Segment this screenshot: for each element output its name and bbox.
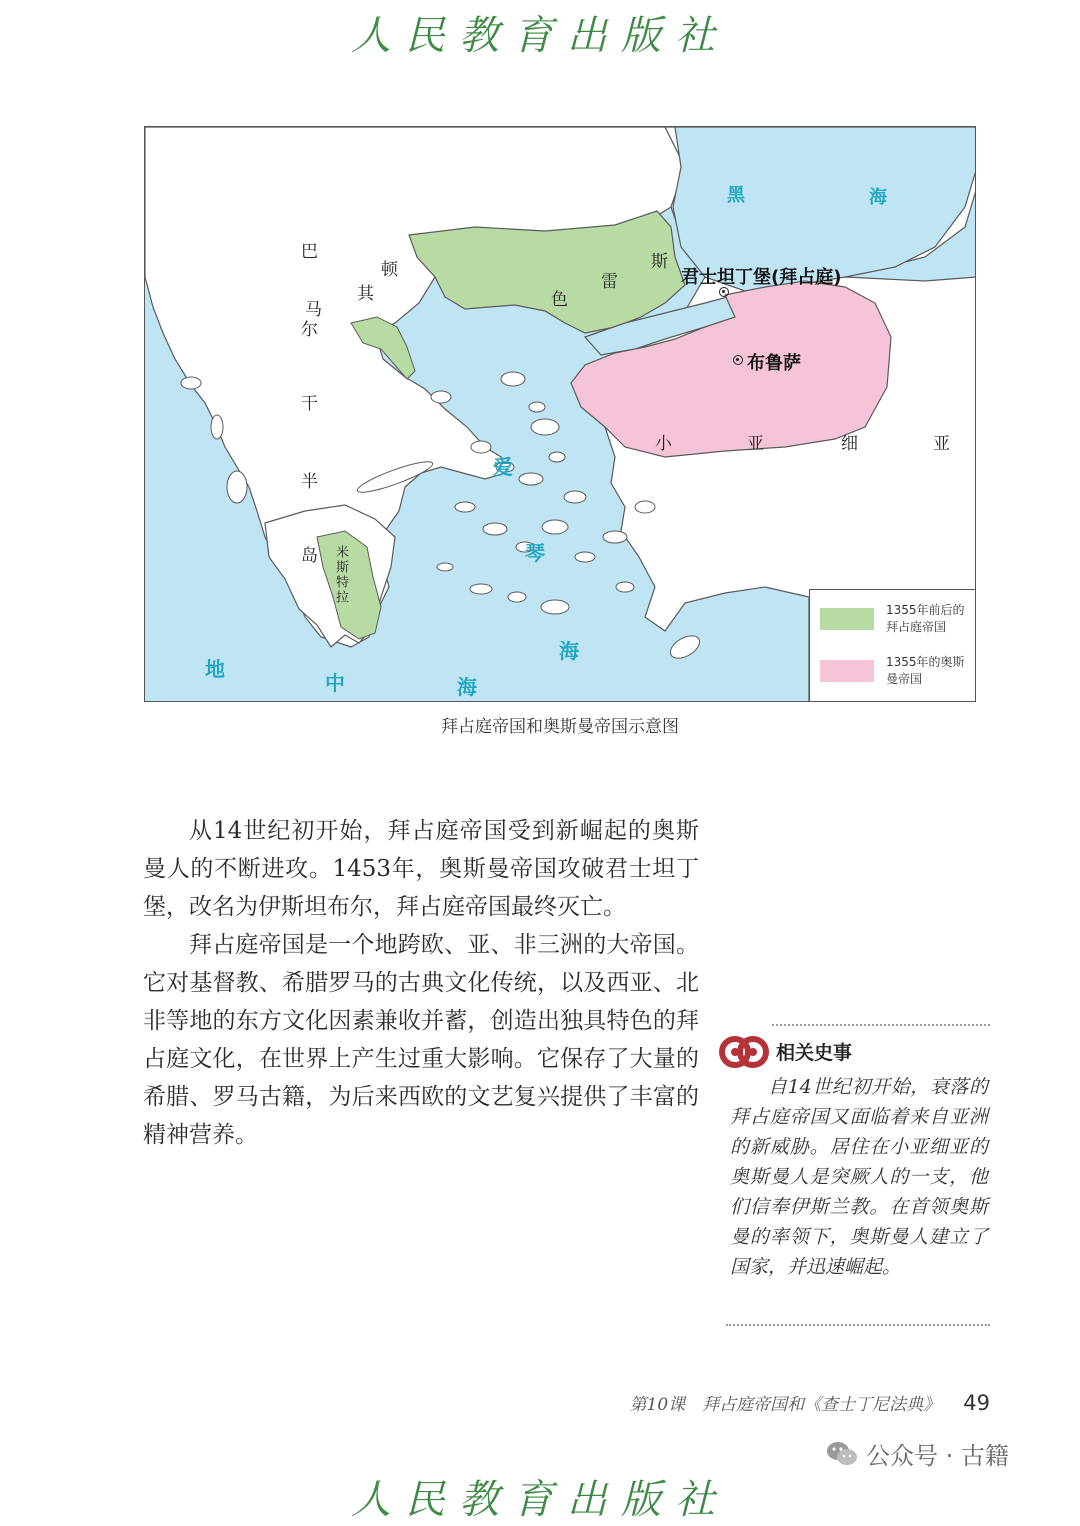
label-balkan-4: 半 [301,472,318,492]
label-mediterranean-1: 地 [205,657,225,681]
publisher-logo-bottom: 人民教育出版社 [351,1477,729,1523]
aside-top-divider [772,1024,990,1026]
label-black-sea-1: 黑 [727,185,745,206]
related-history-box [718,1024,990,1326]
label-black-sea-2: 海 [869,187,887,208]
label-balkan-5: 岛 [301,546,318,566]
label-thrace-2: 雷 [601,272,618,292]
label-macedonia-2: 顿 [381,260,398,280]
legend-item-byzantine [820,602,972,636]
label-balkan-2: 尔 [301,320,318,340]
legend-swatch-byzantine [820,608,874,630]
legend-label-byzantine: 1355年前后的拜占庭帝国 [886,603,965,634]
aside-paragraph: 自14世纪初开始，衰落的拜占庭帝国又面临着来自亚洲的新威胁。居住在小亚细亚的奥斯曼人是突厥人的一支，他们信奉伊斯兰教。在首领奥斯曼的率领下，奥斯曼人建立了国家，并迅速崛起。 [730,1076,988,1278]
label-asia-minor-2: 亚 [747,434,764,454]
label-aegean-1: 爱 [493,455,513,479]
aside-title: 相关史事 [776,1042,853,1064]
legend-swatch-ottoman [820,660,874,682]
label-aegean-3: 海 [559,639,579,663]
body-paragraph-2: 拜占庭帝国是一个地跨欧、亚、非三洲的大帝国。它对基督教、希腊罗马的古典文化传统，以及西亚、北非等地的东方文化因素兼收并蓄，创造出独具特色的拜占庭文化，在世界上产生过重大影响。它保存了大量的希腊、罗马古籍，为后来西欧的文艺复兴提供了丰富的精神营养。 [143,932,699,1148]
aside-text [730,1072,988,1282]
label-balkan-3: 干 [301,394,318,414]
label-mistra: 米斯特拉 [333,545,348,605]
label-macedonia-1: 其 [357,284,374,304]
label-aegean-2: 琴 [525,541,545,565]
label-asia-minor-3: 细 [841,434,858,454]
aside-bottom-divider [726,1324,990,1326]
bursa-marker [733,355,743,365]
page-number: 49 [963,1391,990,1415]
label-bursa: 布鲁萨 [747,353,801,374]
page-footer [0,1390,990,1415]
map-legend [809,589,976,702]
label-thrace-3: 色 [551,290,568,310]
map-caption: 拜占庭帝国和奥斯曼帝国示意图 [441,717,679,737]
constantinople-marker [719,287,729,297]
label-mediterranean-3: 海 [457,675,477,699]
related-history-icon [718,1028,770,1076]
label-constantinople: 君士坦丁堡(拜占庭) [681,267,842,288]
label-mediterranean-2: 中 [325,671,345,695]
label-thrace-1: 斯 [651,252,668,272]
footer-lesson-title: 第10课 拜占庭帝国和《查士丁尼法典》 [629,1395,941,1415]
map [144,126,976,702]
watermark-text: 公众号 · 古籍 [866,1442,1009,1470]
wechat-icon [826,1440,858,1468]
label-asia-minor-4: 亚 [933,434,950,454]
body-paragraph-1: 从14世纪初开始，拜占庭帝国受到新崛起的奥斯曼人的不断进攻。1453年，奥斯曼帝国攻破君士坦丁堡，改名为伊斯坦布尔，拜占庭帝国最终灭亡。 [143,818,699,920]
watermark [826,1436,1009,1471]
label-balkan-ma: 马 [305,300,322,320]
label-balkan-1: 巴 [301,242,318,262]
label-asia-minor-1: 小 [655,434,672,454]
publisher-logo-top: 人民教育出版社 [351,13,729,59]
legend-label-ottoman: 1355年的奥斯曼帝国 [886,655,965,686]
legend-item-ottoman [820,654,972,688]
body-text [143,812,699,1154]
